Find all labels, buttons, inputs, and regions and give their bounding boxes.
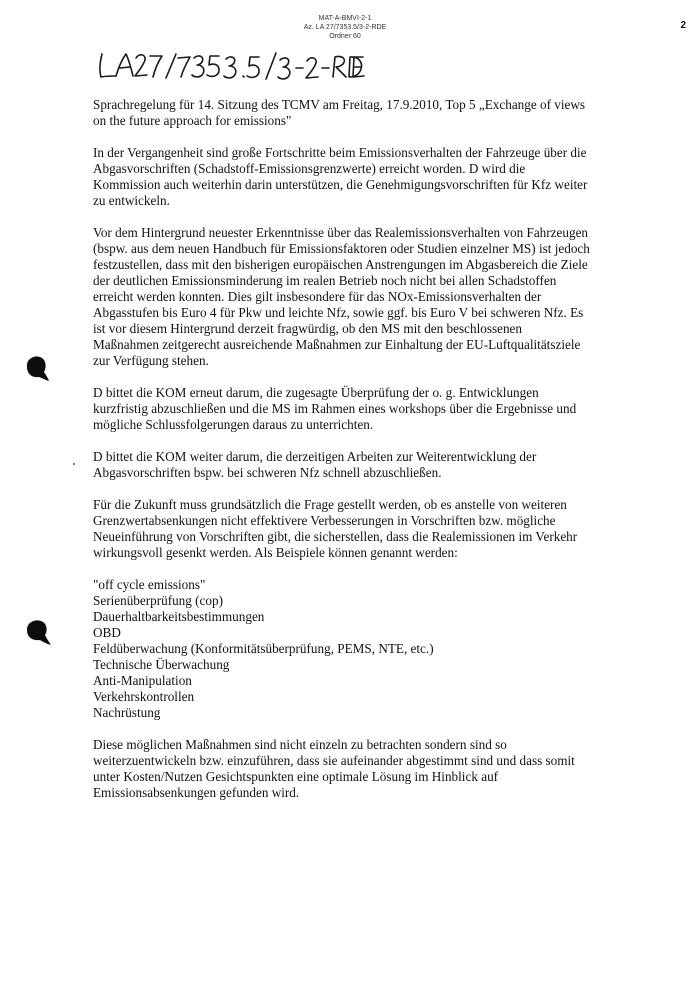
scan-speck — [73, 463, 75, 465]
text-line: (bspw. aus dem neuen Handbuch für Emissionsfaktoren oder Studien einzelner MS) ist jedoch — [93, 241, 590, 256]
paragraph — [93, 497, 628, 561]
text-line: erreicht werden konnten. Dies gilt insbesondere für das NOx-Emissionsverhalten der — [93, 289, 542, 304]
text-line: Neueinführung von Vorschriften gibt, die sicherstellen, dass die Realemissionen im Verkehr — [93, 529, 578, 544]
text-line: Sprachregelung für 14. Sitzung des TCMV am Freitag, 17.9.2010, Top 5 „Exchange of views — [93, 97, 586, 112]
heading-paragraph — [93, 97, 628, 129]
text-line: wirkungsvoll gesenkt werden. Als Beispiele können genannt werden: — [93, 545, 458, 560]
text-line: mögliche Schlussfolgerungen daraus zu unterrichten. — [93, 417, 374, 432]
text-line: der deutlichen Emissionsminderung im realen Betrieb noch nicht bei allen Schadstoffen — [93, 273, 557, 288]
text-line: Diese möglichen Maßnahmen sind nicht einzeln zu betrachten sondern sind so — [93, 737, 507, 752]
punch-hole-mark — [24, 617, 52, 647]
list-item: Anti-Manipulation — [93, 673, 192, 688]
text-line: Für die Zukunft muss grundsätzlich die Frage gestellt werden, ob es anstelle von weiteren — [93, 497, 567, 512]
stamp-line: Ordner 60 — [329, 33, 361, 40]
text-line: Maßnahmen zeitgerecht ausreichende Maßnahmen zur Einhaltung der EU-Luftqualitätsziele — [93, 337, 581, 352]
text-line: kurzfristig abzuschließen und die MS im Rahmen eines workshops über die Ergebnisse und — [93, 401, 577, 416]
page-number: 2 — [680, 20, 686, 31]
stamp-line: MAT-A-BMVI-2-1 — [318, 15, 372, 22]
punch-hole-mark — [24, 353, 50, 383]
list-item: "off cycle emissions" — [93, 577, 206, 592]
text-line: Vor dem Hintergrund neuester Erkenntnisse über das Realemissionsverhalten von Fahrzeugen — [93, 225, 589, 240]
examples-list — [93, 577, 628, 721]
list-item: Feldüberwachung (Konformitätsüberprüfung, PEMS, NTE, etc.) — [93, 641, 434, 656]
archive-stamp — [290, 14, 400, 41]
text-line: In der Vergangenheit sind große Fortschritte beim Emissionsverhalten der Fahrzeuge über die — [93, 145, 587, 160]
text-line: Kommission auch weiterhin darin unterstützen, die Genehmigungsvorschriften für Kfz weiter — [93, 177, 588, 192]
text-line: Grenzwertabsenkungen nicht effektivere Verbesserungen in Vorschriften bzw. mögliche — [93, 513, 556, 528]
handwritten-reference — [96, 46, 366, 86]
text-line: Abgasvorschriften (Schadstoff-Emissionsgrenzwerte) erreicht worden. D wird die — [93, 161, 526, 176]
paragraph — [93, 737, 628, 801]
text-line: zu entwickeln. — [93, 193, 170, 208]
text-line: unter Kosten/Nutzen Gesichtspunkten eine optimale Lösung im Hinblick auf — [93, 769, 499, 784]
text-line: zur Verfügung stehen. — [93, 353, 209, 368]
paragraph — [93, 145, 628, 209]
document-body — [93, 97, 628, 817]
paragraph — [93, 449, 628, 481]
list-item: Dauerhaltbarkeitsbestimmungen — [93, 609, 265, 624]
text-line: weiterzuentwickeln bzw. einzuführen, dass sie aufeinander abgestimmt sind und dass somit — [93, 753, 575, 768]
paragraph — [93, 225, 628, 369]
list-item: Nachrüstung — [93, 705, 161, 720]
text-line: D bittet die KOM weiter darum, die derzeitigen Arbeiten zur Weiterentwicklung der — [93, 449, 537, 464]
list-item: OBD — [93, 625, 121, 640]
text-line: Abgasstufen bis Euro 4 für Pkw und leichte Nfz, sowie ggf. bis Euro V bei schweren Nfz. Es — [93, 305, 584, 320]
text-line: festzustellen, dass mit den bisherigen europäischen Anstrengungen im Abgasbereich die Ziele — [93, 257, 588, 272]
list-item: Serienüberprüfung (cop) — [93, 593, 223, 608]
stamp-line: Az. LA 27/7353.5/3-2-RDE — [303, 24, 387, 31]
text-line: on the future approach for emissions" — [93, 113, 292, 128]
list-item: Verkehrskontrollen — [93, 689, 195, 704]
text-line: Emissionsabsenkungen gefunden wird. — [93, 785, 300, 800]
text-line: D bittet die KOM erneut darum, die zugesagte Überprüfung der o. g. Entwicklungen — [93, 385, 539, 400]
paragraph — [93, 385, 628, 433]
text-line: ist vor diesem Hintergrund derzeit fragwürdig, ob den MS mit den beschlossenen — [93, 321, 522, 336]
text-line: Abgasvorschriften bspw. bei schweren Nfz schnell abzuschließen. — [93, 465, 442, 480]
list-item: Technische Überwachung — [93, 657, 230, 672]
